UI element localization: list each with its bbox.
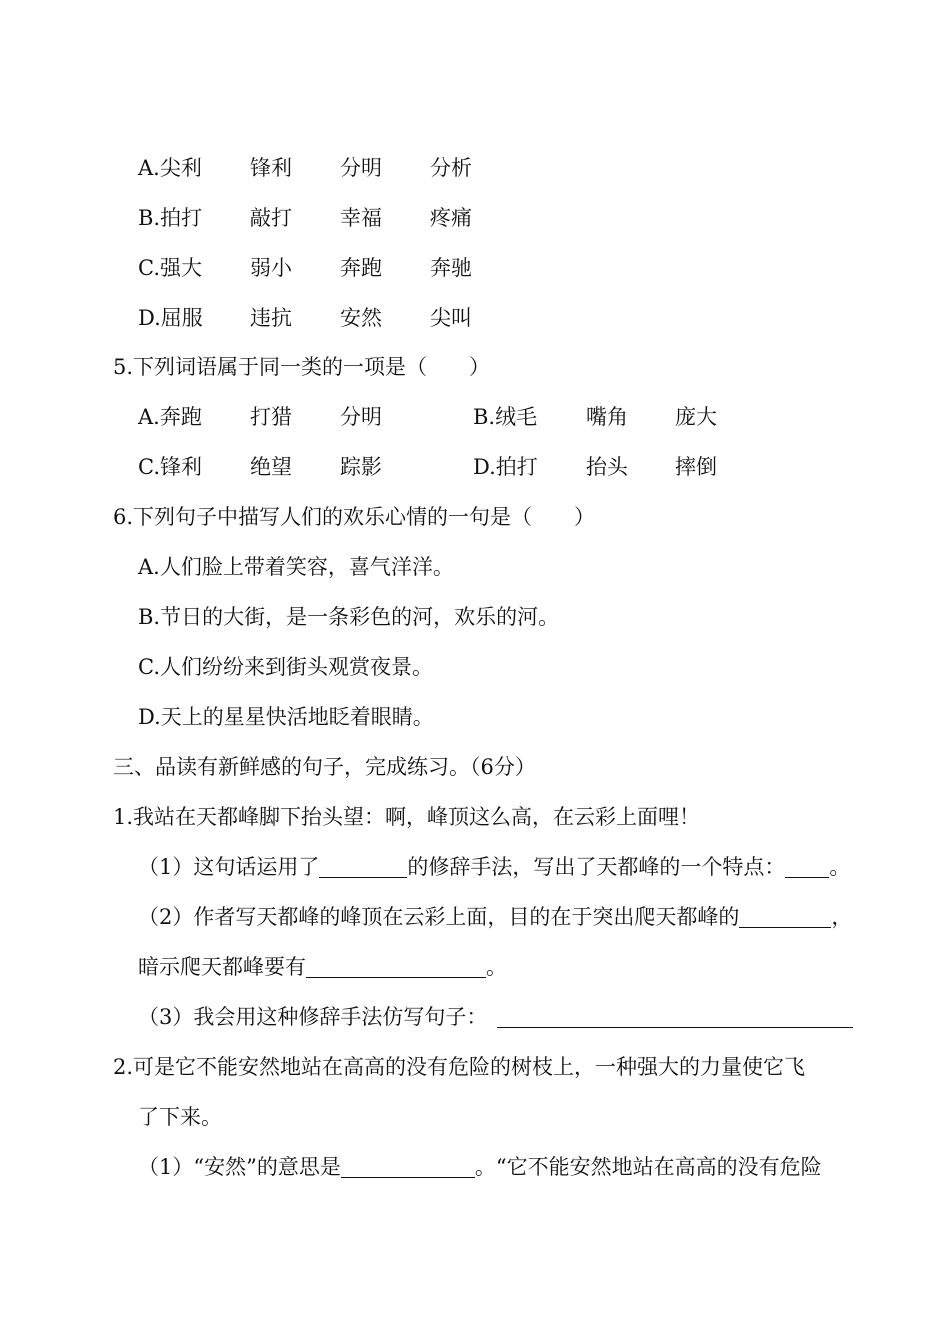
q5-option-word: 踪影 <box>340 455 382 479</box>
q6-option-a: A.人们脸上带着笑容，喜气洋洋。 <box>138 555 454 579</box>
q5-option-word: 绝望 <box>250 455 292 479</box>
q5-option-label: D.拍打 <box>473 455 538 479</box>
s3-q1-part2-cont <box>138 953 507 981</box>
s3-q1-part1 <box>138 853 850 881</box>
q4-option-word: 弱小 <box>250 256 292 280</box>
q4-option-word: 安然 <box>340 306 382 330</box>
q5-option-label: C.锋利 <box>138 455 202 479</box>
answer-blank-meaning[interactable] <box>341 1155 475 1178</box>
q5-option-word: 抬头 <box>586 455 628 479</box>
s3-q1-p2-text-a: （2）作者写天都峰的峰顶在云彩上面，目的在于突出爬天都峰的 <box>138 905 740 929</box>
s3-q1-stem: 1.我站在天都峰脚下抬头望：啊，峰顶这么高，在云彩上面哩！ <box>113 805 701 829</box>
answer-blank-rhetoric[interactable] <box>319 855 407 878</box>
s3-q1-p2-text-c: 暗示爬天都峰要有 <box>138 955 306 979</box>
q4-option-word: 锋利 <box>250 156 292 180</box>
q4-option-label: D.屈服 <box>138 306 203 330</box>
q4-option-word: 奔跑 <box>340 256 382 280</box>
q4-option-label: C.强大 <box>138 256 202 280</box>
q4-option-word: 分明 <box>340 156 382 180</box>
q4-option-word: 奔驰 <box>430 256 472 280</box>
q4-option-word: 敲打 <box>250 206 292 230</box>
q4-option-word: 尖叫 <box>430 306 472 330</box>
q5-question: 5.下列词语属于同一类的一项是（ ） <box>113 355 491 379</box>
q6-option-c: C.人们纷纷来到街头观赏夜景。 <box>138 655 433 679</box>
answer-blank-feature[interactable] <box>785 855 829 878</box>
q5-option-word: 分明 <box>340 405 382 429</box>
q6-option-b: B.节日的大街，是一条彩色的河，欢乐的河。 <box>138 605 560 629</box>
s3-q2-stem: 2.可是它不能安然地站在高高的没有危险的树枝上，一种强大的力量使它飞 <box>113 1055 806 1079</box>
q5-option-label: A.奔跑 <box>138 405 202 429</box>
q4-option-word: 幸福 <box>340 206 382 230</box>
q4-option-label: A.尖利 <box>138 156 202 180</box>
s3-q2-p1-text-a: （1）“安然”的意思是 <box>138 1155 341 1179</box>
s3-q2-part1 <box>138 1153 822 1181</box>
q5-option-word: 庞大 <box>675 405 717 429</box>
s3-q1-p1-text-a: （1）这句话运用了 <box>138 855 320 879</box>
s3-q2-p1-text-b: 。“它不能安然地站在高高的没有危险 <box>474 1155 822 1179</box>
s3-q2-stem-cont: 了下来。 <box>138 1105 222 1129</box>
q6-question: 6.下列句子中描写人们的欢乐心情的一句是（ ） <box>113 505 596 529</box>
section3-title: 三、品读有新鲜感的句子，完成练习。（6分） <box>113 755 536 779</box>
s3-q1-p3-text: （3）我会用这种修辞手法仿写句子： <box>138 1005 488 1029</box>
q6-option-d: D.天上的星星快活地眨着眼睛。 <box>138 705 434 729</box>
s3-q1-p1-text-c: 。 <box>829 855 851 879</box>
s3-q1-p2-text-d: 。 <box>486 955 507 979</box>
q4-option-word: 疼痛 <box>430 206 472 230</box>
q5-option-word: 摔倒 <box>675 455 717 479</box>
answer-blank-emphasis[interactable] <box>739 905 831 928</box>
q5-option-word: 打猎 <box>250 405 292 429</box>
s3-q1-p2-text-b: ， <box>831 905 853 929</box>
s3-q1-part2 <box>138 903 852 931</box>
q5-option-label: B.绒毛 <box>473 405 538 429</box>
q4-option-word: 违抗 <box>250 306 292 330</box>
q5-option-word: 嘴角 <box>586 405 628 429</box>
answer-blank-imitation[interactable] <box>497 1005 853 1028</box>
q4-option-label: B.拍打 <box>138 206 203 230</box>
q4-option-word: 分析 <box>430 156 472 180</box>
answer-blank-spirit[interactable] <box>306 955 486 978</box>
s3-q1-part3 <box>138 1003 853 1031</box>
s3-q1-p1-text-b: 的修辞手法，写出了天都峰的一个特点： <box>407 855 786 879</box>
